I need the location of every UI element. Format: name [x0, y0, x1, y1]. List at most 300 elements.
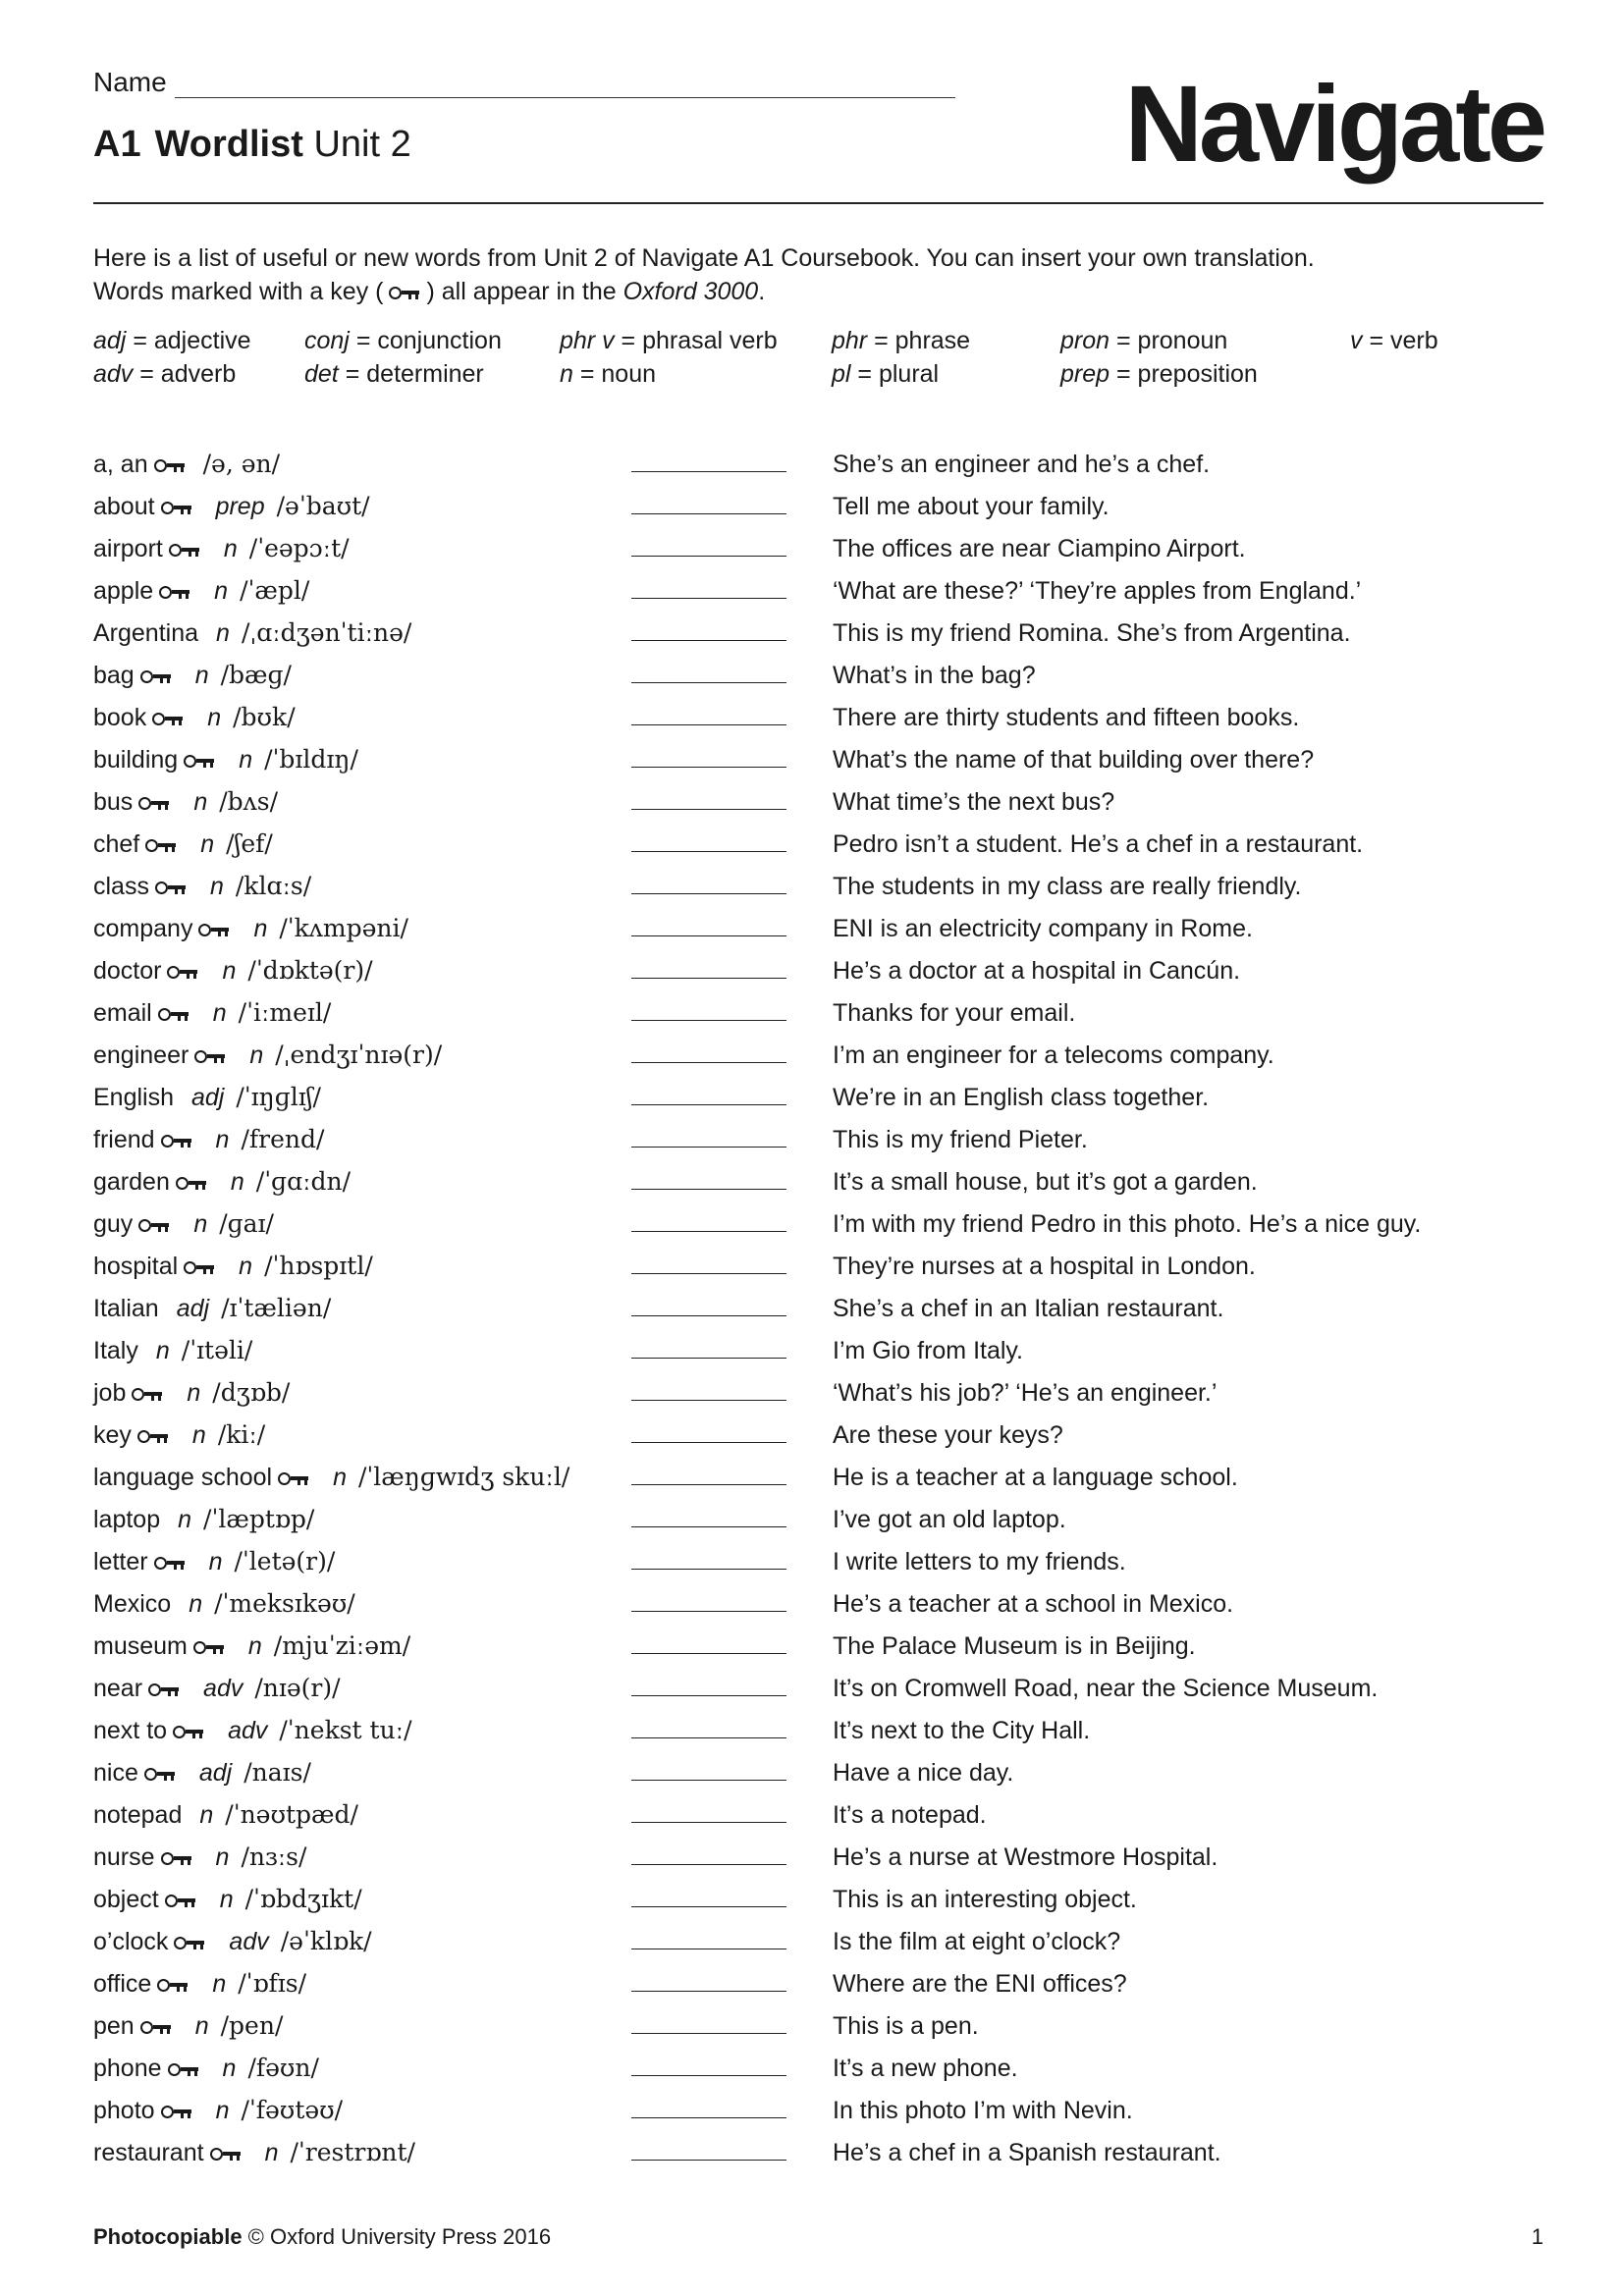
translation-blank[interactable] — [631, 724, 786, 725]
part-of-speech: n — [200, 830, 215, 858]
phonetic-transcription: /ˌendʒɪˈnɪə(r)/ — [275, 1041, 443, 1069]
phonetic-transcription: /ˈɪtəli/ — [181, 1336, 253, 1364]
part-of-speech: n — [199, 1801, 214, 1829]
phonetic-transcription: /ˈeəpɔːt/ — [248, 534, 350, 562]
translation-blank[interactable] — [631, 1569, 786, 1570]
headword: laptop — [93, 1506, 161, 1533]
abbreviation-code: phr v — [560, 327, 615, 354]
headword-group — [93, 1375, 290, 1411]
key-icon — [389, 285, 422, 300]
phonetic-transcription: /ˈmeksɪkəʊ/ — [214, 1589, 355, 1618]
abbreviation-code: phr — [832, 327, 868, 354]
example-sentence: He’s a chef in a Spanish restaurant. — [833, 2139, 1221, 2166]
translation-blank[interactable] — [631, 935, 786, 936]
intro-line-2-end: . — [758, 278, 766, 305]
phonetic-transcription: /ˈlæptɒp/ — [203, 1505, 315, 1533]
abbreviation-key — [93, 324, 1546, 391]
abbreviation-item — [304, 357, 484, 391]
part-of-speech: adv — [229, 1928, 269, 1955]
example-sentence: Have a nice day. — [833, 1759, 1014, 1787]
oxford-3000-key-icon — [155, 880, 189, 895]
headword: Argentina — [93, 619, 199, 647]
word-entry — [93, 615, 1546, 658]
translation-blank[interactable] — [631, 1315, 786, 1316]
abbreviation-meaning: = phrase — [867, 327, 971, 354]
headword-group — [93, 1755, 311, 1790]
example-sentence: This is a pen. — [833, 2012, 979, 2040]
headword-group — [93, 1417, 265, 1453]
headword: apple — [93, 577, 154, 605]
headword: near — [93, 1675, 143, 1702]
headword: bus — [93, 788, 134, 816]
example-sentence: This is my friend Pieter. — [833, 1126, 1088, 1153]
part-of-speech: n — [222, 2055, 237, 2082]
phonetic-transcription: /ˈhɒspɪtl/ — [264, 1252, 373, 1280]
example-sentence: What time’s the next bus? — [833, 788, 1115, 816]
headword: next to — [93, 1717, 168, 1744]
word-entry — [93, 995, 1546, 1038]
translation-blank[interactable] — [631, 1104, 786, 1105]
abbreviation-meaning: = preposition — [1110, 360, 1258, 388]
example-sentence: The students in my class are really friendly. — [833, 873, 1302, 900]
phonetic-transcription: /mjuˈziːəm/ — [273, 1631, 411, 1660]
translation-blank[interactable] — [631, 978, 786, 979]
abbreviation-meaning: = adjective — [126, 327, 251, 354]
phonetic-transcription: /bæɡ/ — [220, 661, 292, 689]
abbreviation-code: adv — [93, 360, 134, 388]
part-of-speech: n — [222, 957, 237, 985]
oxford-3000-key-icon — [173, 1724, 206, 1739]
oxford-3000-key-icon — [168, 2061, 201, 2077]
translation-blank[interactable] — [631, 1400, 786, 1401]
abbreviation-code: adj — [93, 327, 127, 354]
translation-blank[interactable] — [631, 1484, 786, 1485]
word-entry — [93, 1544, 1546, 1586]
example-sentence: In this photo I’m with Nevin. — [833, 2097, 1133, 2124]
part-of-speech: n — [239, 746, 253, 774]
headword: English — [93, 1084, 174, 1111]
abbreviation-meaning: = phrasal verb — [614, 327, 778, 354]
headword-group — [93, 700, 296, 735]
oxford-3000-key-icon — [194, 1048, 228, 1064]
part-of-speech: n — [264, 2139, 279, 2166]
headword-group — [93, 1797, 358, 1833]
word-entry — [93, 1586, 1546, 1629]
oxford-3000-key-icon — [132, 1386, 165, 1402]
word-entry — [93, 1460, 1546, 1502]
oxford-3000-key-icon — [193, 1639, 227, 1655]
word-entry — [93, 1080, 1546, 1122]
example-sentence: The Palace Museum is in Beijing. — [833, 1632, 1196, 1660]
translation-blank[interactable] — [631, 1780, 786, 1781]
phonetic-transcription: /fəʊn/ — [247, 2054, 319, 2082]
part-of-speech: n — [193, 1210, 208, 1238]
abbreviation-row — [93, 357, 1546, 391]
translation-blank[interactable] — [631, 1062, 786, 1063]
word-entry — [93, 1629, 1546, 1671]
headword-group — [93, 489, 370, 524]
headword: o’clock — [93, 1928, 169, 1955]
oxford-3000-key-icon — [174, 1935, 207, 1950]
part-of-speech: n — [187, 1379, 201, 1407]
word-list — [93, 447, 1546, 2177]
title-unit: Unit 2 — [313, 124, 411, 165]
phonetic-transcription: /nɪə(r)/ — [254, 1674, 341, 1702]
translation-blank[interactable] — [631, 513, 786, 514]
oxford-3000-key-icon — [152, 711, 186, 726]
example-sentence: I’ve got an old laptop. — [833, 1506, 1066, 1533]
phonetic-transcription: /ˈlæŋɡwɪdʒ skuːl/ — [358, 1463, 570, 1491]
headword-group — [93, 2008, 283, 2044]
translation-blank[interactable] — [631, 471, 786, 472]
part-of-speech: adj — [191, 1084, 225, 1111]
abbreviation-code: pron — [1060, 327, 1110, 354]
headword: office — [93, 1970, 152, 1998]
headword-group — [93, 2093, 343, 2128]
headword: nurse — [93, 1843, 155, 1871]
translation-blank[interactable] — [631, 767, 786, 768]
translation-blank[interactable] — [631, 2075, 786, 2076]
word-entry — [93, 2135, 1546, 2177]
word-entry — [93, 489, 1546, 531]
translation-blank[interactable] — [631, 556, 786, 557]
headword: class — [93, 873, 149, 900]
oxford-3000-key-icon — [161, 1850, 194, 1866]
headword-group — [93, 1080, 321, 1115]
part-of-speech: n — [191, 1421, 206, 1449]
photocopiable-label: Photocopiable — [93, 2224, 243, 2249]
abbreviation-item — [93, 324, 251, 357]
headword: Mexico — [93, 1590, 172, 1618]
phonetic-transcription: /frend/ — [241, 1125, 325, 1153]
part-of-speech: n — [212, 999, 227, 1027]
word-entry — [93, 700, 1546, 742]
example-sentence: This is an interesting object. — [833, 1886, 1137, 1913]
intro-line-2 — [93, 275, 1527, 308]
word-entry — [93, 827, 1546, 869]
part-of-speech: n — [333, 1464, 347, 1491]
headword-group — [93, 447, 280, 482]
headword-group — [93, 827, 273, 862]
example-sentence: I’m with my friend Pedro in this photo. He’s a nice guy. — [833, 1210, 1422, 1238]
headword-group — [93, 1291, 331, 1326]
headword: airport — [93, 535, 163, 562]
phonetic-transcription: /ˈrestrɒnt/ — [290, 2138, 415, 2166]
example-sentence: ‘What are these?’ ‘They’re apples from England.’ — [833, 577, 1362, 605]
intro-line-1: Here is a list of useful or new words from Unit 2 of Navigate A1 Coursebook. You can insert your own translation. — [93, 244, 1315, 272]
phonetic-transcription: /nɜːs/ — [241, 1842, 307, 1871]
part-of-speech: n — [193, 788, 208, 816]
example-sentence: I write letters to my friends. — [833, 1548, 1126, 1575]
headword: restaurant — [93, 2139, 204, 2166]
part-of-speech: n — [239, 1253, 253, 1280]
headword-group — [93, 1249, 373, 1284]
oxford-3000-key-icon — [184, 1259, 217, 1275]
headword: bag — [93, 662, 135, 689]
phonetic-transcription: /ˈletə(r)/ — [234, 1547, 336, 1575]
oxford-3000-key-icon — [159, 584, 192, 600]
headword-group — [93, 1671, 341, 1706]
word-entry — [93, 1417, 1546, 1460]
abbreviation-meaning: = determiner — [338, 360, 484, 388]
translation-blank[interactable] — [631, 1991, 786, 1992]
name-write-line[interactable] — [175, 70, 955, 98]
translation-blank[interactable] — [631, 1273, 786, 1274]
oxford-3000-key-icon — [140, 668, 174, 684]
translation-blank[interactable] — [631, 1189, 786, 1190]
headword-group — [93, 995, 331, 1031]
part-of-speech: n — [223, 535, 238, 562]
example-sentence: He’s a doctor at a hospital in Cancún. — [833, 957, 1241, 985]
phonetic-transcription: /ˈæpl/ — [240, 576, 310, 605]
example-sentence: What’s the name of that building over there? — [833, 746, 1315, 774]
example-sentence: Pedro isn’t a student. He’s a chef in a restaurant. — [833, 830, 1364, 858]
headword-group — [93, 615, 411, 651]
footer-copyright — [93, 2224, 551, 2250]
part-of-speech: n — [194, 2012, 209, 2040]
example-sentence: He is a teacher at a language school. — [833, 1464, 1238, 1491]
abbreviation-item — [93, 357, 236, 391]
headword-group — [93, 2051, 319, 2086]
phonetic-transcription: /bʊk/ — [233, 703, 296, 731]
phonetic-transcription: /ˈnəʊtpæd/ — [225, 1800, 358, 1829]
abbreviation-item — [1060, 357, 1258, 391]
word-entry — [93, 953, 1546, 995]
part-of-speech: n — [253, 915, 268, 942]
page-title — [93, 124, 411, 166]
word-entry — [93, 742, 1546, 784]
translation-blank[interactable] — [631, 1653, 786, 1654]
headword-group — [93, 1882, 362, 1917]
word-entry — [93, 1882, 1546, 1924]
intro-line-2-start: Words marked with a key ( — [93, 278, 384, 305]
headword: Italian — [93, 1295, 159, 1322]
headword: building — [93, 746, 179, 774]
word-entry — [93, 1966, 1546, 2008]
translation-blank[interactable] — [631, 1526, 786, 1527]
phonetic-transcription: /naɪs/ — [244, 1758, 311, 1787]
abbreviation-code: prep — [1060, 360, 1110, 388]
headword-group — [93, 1460, 569, 1495]
word-entry — [93, 1291, 1546, 1333]
part-of-speech: adj — [198, 1759, 233, 1787]
translation-blank[interactable] — [631, 893, 786, 894]
phonetic-transcription: /ˈɒbdʒɪkt/ — [244, 1885, 362, 1913]
example-sentence: I’m Gio from Italy. — [833, 1337, 1024, 1364]
word-entry — [93, 1924, 1546, 1966]
headword: letter — [93, 1548, 148, 1575]
translation-blank[interactable] — [631, 1695, 786, 1696]
translation-blank[interactable] — [631, 1864, 786, 1865]
part-of-speech: n — [209, 873, 224, 900]
headword: garden — [93, 1168, 170, 1196]
word-entry — [93, 1122, 1546, 1164]
headword: key — [93, 1421, 132, 1449]
oxford-3000-key-icon — [161, 500, 194, 515]
phonetic-transcription: /ˈkʌmpəni/ — [279, 914, 408, 942]
oxford-3000-key-icon — [154, 1555, 188, 1571]
phonetic-transcription: /klɑːs/ — [235, 872, 312, 900]
abbreviation-code: v — [1350, 327, 1363, 354]
part-of-speech: adv — [228, 1717, 268, 1744]
translation-blank[interactable] — [631, 1906, 786, 1907]
oxford-3000-label: Oxford 3000 — [623, 278, 759, 305]
phonetic-transcription: /ˈdɒktə(r)/ — [247, 956, 373, 985]
phonetic-transcription: /əˈbaʊt/ — [276, 492, 370, 520]
translation-blank[interactable] — [631, 1231, 786, 1232]
translation-blank[interactable] — [631, 598, 786, 599]
phonetic-transcription: /əˈklɒk/ — [280, 1927, 372, 1955]
abbreviation-code: pl — [832, 360, 851, 388]
headword-group — [93, 1924, 372, 1959]
part-of-speech: n — [215, 1843, 230, 1871]
example-sentence: There are thirty students and fifteen books. — [833, 704, 1300, 731]
oxford-3000-key-icon — [138, 795, 172, 811]
translation-blank[interactable] — [631, 2117, 786, 2118]
translation-blank[interactable] — [631, 682, 786, 683]
word-entry — [93, 1755, 1546, 1797]
translation-blank[interactable] — [631, 2160, 786, 2161]
translation-blank[interactable] — [631, 1611, 786, 1612]
headword: pen — [93, 2012, 135, 2040]
abbreviation-row — [93, 324, 1546, 357]
headword: object — [93, 1886, 159, 1913]
brand-logo: Navigate — [1124, 64, 1543, 185]
word-entry — [93, 1333, 1546, 1375]
copyright-text: © Oxford University Press 2016 — [242, 2224, 552, 2249]
oxford-3000-key-icon — [278, 1470, 311, 1486]
part-of-speech: n — [230, 1168, 244, 1196]
headword: email — [93, 999, 152, 1027]
abbreviation-item — [832, 324, 970, 357]
part-of-speech: n — [249, 1041, 264, 1069]
word-entry — [93, 531, 1546, 573]
headword: museum — [93, 1632, 188, 1660]
translation-blank[interactable] — [631, 851, 786, 852]
word-entry — [93, 1164, 1546, 1206]
example-sentence: They’re nurses at a hospital in London. — [833, 1253, 1256, 1280]
headword: doctor — [93, 957, 162, 985]
headword-group — [93, 911, 408, 946]
headword-group — [93, 658, 292, 693]
translation-blank[interactable] — [631, 1020, 786, 1021]
abbreviation-meaning: = noun — [572, 360, 657, 388]
headword: nice — [93, 1759, 138, 1787]
intro-line-2-mid: ) all appear in the — [426, 278, 623, 305]
oxford-3000-key-icon — [144, 1766, 178, 1782]
headword: hospital — [93, 1253, 179, 1280]
headword: engineer — [93, 1041, 189, 1069]
part-of-speech: n — [212, 1970, 227, 1998]
headword-group — [93, 869, 311, 904]
headword-group — [93, 1713, 412, 1748]
headword-group — [93, 953, 373, 988]
translation-blank[interactable] — [631, 1737, 786, 1738]
headword: photo — [93, 2097, 155, 2124]
abbreviation-item — [560, 324, 778, 357]
oxford-3000-key-icon — [138, 1217, 172, 1233]
phonetic-transcription: /dʒɒb/ — [212, 1378, 291, 1407]
translation-blank[interactable] — [631, 1822, 786, 1823]
phonetic-transcription: /kiː/ — [217, 1420, 266, 1449]
headword-group — [93, 1840, 306, 1875]
headword: company — [93, 915, 193, 942]
oxford-3000-key-icon — [169, 542, 202, 558]
part-of-speech: prep — [215, 493, 265, 520]
word-entry — [93, 1797, 1546, 1840]
headword-group — [93, 1038, 442, 1073]
phonetic-transcription: /ɡaɪ/ — [219, 1209, 274, 1238]
oxford-3000-key-icon — [140, 2019, 174, 2035]
abbreviation-code: n — [560, 360, 573, 388]
word-entry — [93, 869, 1546, 911]
headword-group — [93, 2135, 415, 2170]
headword: friend — [93, 1126, 155, 1153]
translation-blank[interactable] — [631, 640, 786, 641]
abbreviation-item — [1060, 324, 1227, 357]
translation-blank[interactable] — [631, 1147, 786, 1148]
phonetic-transcription: /ˈnekst tuː/ — [279, 1716, 412, 1744]
phonetic-transcription: /ˈiːmeɪl/ — [238, 998, 332, 1027]
headword: guy — [93, 1210, 134, 1238]
word-entry — [93, 573, 1546, 615]
example-sentence: I’m an engineer for a telecoms company. — [833, 1041, 1274, 1069]
part-of-speech: n — [216, 619, 230, 647]
word-entry — [93, 1713, 1546, 1755]
headword: notepad — [93, 1801, 183, 1829]
example-sentence: Is the film at eight o’clock? — [833, 1928, 1121, 1955]
headword-group — [93, 531, 350, 566]
part-of-speech: n — [247, 1632, 262, 1660]
phonetic-transcription: /pen/ — [220, 2011, 284, 2040]
abbreviation-meaning: = pronoun — [1110, 327, 1228, 354]
headword: about — [93, 493, 155, 520]
oxford-3000-key-icon — [158, 1006, 191, 1022]
word-entry — [93, 658, 1546, 700]
oxford-3000-key-icon — [184, 753, 217, 769]
headword-group — [93, 1122, 324, 1157]
example-sentence: It’s a new phone. — [833, 2055, 1018, 2082]
translation-blank[interactable] — [631, 2033, 786, 2034]
headword-group — [93, 1586, 355, 1622]
headword-group — [93, 573, 309, 609]
translation-blank[interactable] — [631, 1358, 786, 1359]
example-sentence: It’s a notepad. — [833, 1801, 987, 1829]
phonetic-transcription: /ˈbɪldɪŋ/ — [264, 745, 358, 774]
headword: chef — [93, 830, 140, 858]
word-entry — [93, 1840, 1546, 1882]
header-divider — [93, 202, 1543, 204]
example-sentence: This is my friend Romina. She’s from Argentina. — [833, 619, 1351, 647]
phonetic-transcription: /ˈɒfɪs/ — [238, 1969, 307, 1998]
oxford-3000-key-icon — [137, 1428, 171, 1444]
translation-blank[interactable] — [631, 1442, 786, 1443]
abbreviation-code: det — [304, 360, 339, 388]
headword-group — [93, 1502, 314, 1537]
part-of-speech: n — [207, 704, 222, 731]
part-of-speech: adj — [176, 1295, 210, 1322]
word-entry — [93, 447, 1546, 489]
word-entry — [93, 2008, 1546, 2051]
part-of-speech: n — [208, 1548, 223, 1575]
abbreviation-item — [1350, 324, 1438, 357]
example-sentence: Are these your keys? — [833, 1421, 1063, 1449]
translation-blank[interactable] — [631, 809, 786, 810]
example-sentence: Thanks for your email. — [833, 999, 1076, 1027]
level-label: A1 — [93, 124, 141, 165]
part-of-speech: n — [155, 1337, 170, 1364]
example-sentence: The offices are near Ciampino Airport. — [833, 535, 1246, 562]
